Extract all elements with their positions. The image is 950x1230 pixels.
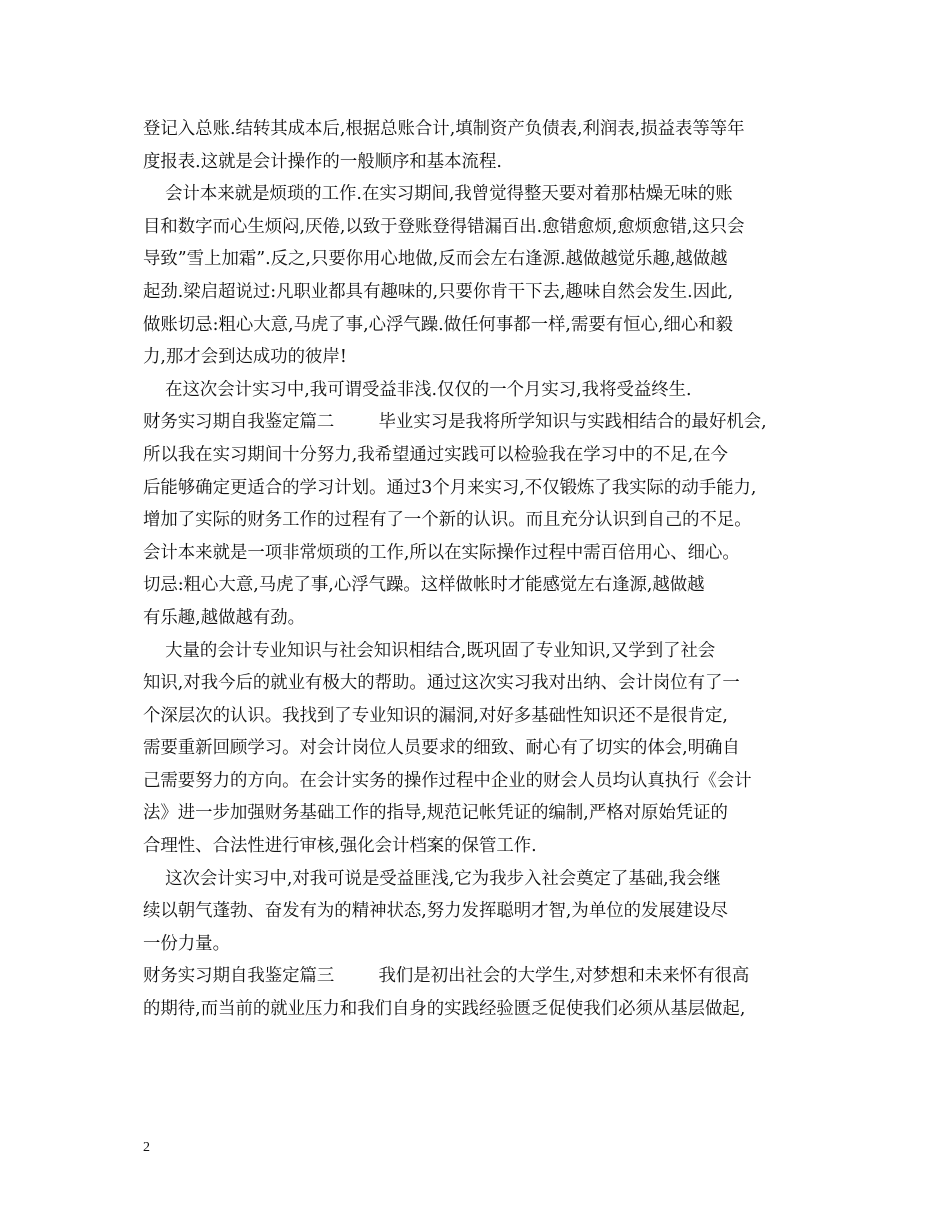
text-line: 起劲.梁启超说过:凡职业都具有趣味的,只要你肯干下去,趣味自然会发生.因此, xyxy=(143,281,734,302)
text-line: 个深层次的认识。我找到了专业知识的漏洞,对好多基础性知识还不是很肯定, xyxy=(143,705,728,726)
body-text xyxy=(143,113,843,1026)
text-line: 的期待,而当前的就业压力和我们自身的实践经验匮乏促使我们必须从基层做起, xyxy=(143,999,746,1020)
text-line: 增加了实际的财务工作的过程有了一个新的认识。而且充分认识到自己的不足。 xyxy=(143,510,752,531)
section-heading-line: 财务实习期自我鉴定篇三 我们是初出社会的大学生,对梦想和未来怀有很高 xyxy=(143,966,750,987)
text-line: 知识,对我今后的就业有极大的帮助。通过这次实习我对出纳、会计岗位有了一 xyxy=(143,673,740,694)
text-line: 需要重新回顾学习。对会计岗位人员要求的细致、耐心有了切实的体会,明确自 xyxy=(143,738,740,759)
text-line: 己需要努力的方向。在会计实务的操作过程中企业的财会人员均认真执行《会计 xyxy=(143,770,752,791)
text-line: 目和数字而心生烦闷,厌倦,以致于登账登得错漏百出.愈错愈烦,愈烦愈错,这只会 xyxy=(143,216,745,237)
text-line: 在这次会计实习中,我可谓受益非浅.仅仅的一个月实习,我将受益终生. xyxy=(143,379,692,400)
text-line: 合理性、合法性进行审核,强化会计档案的保管工作. xyxy=(143,836,537,857)
text-line: 所以我在实习期间十分努力,我希望通过实践可以检验我在学习中的不足,在今 xyxy=(143,444,728,465)
text-line: 续以朝气蓬勃、奋发有为的精神状态,努力发挥聪明才智,为单位的发展建设尽 xyxy=(143,901,728,922)
text-line: 这次会计实习中,对我可说是受益匪浅,它为我步入社会奠定了基础,我会继 xyxy=(143,868,721,889)
text-line: 有乐趣,越做越有劲。 xyxy=(143,607,306,628)
text-line: 会计本来就是烦琐的工作.在实习期间,我曾觉得整天要对着那枯燥无味的账 xyxy=(143,184,733,205)
text-line: 法》进一步加强财务基础工作的指导,规范记帐凭证的编制,严格对原始凭证的 xyxy=(143,803,728,824)
text-line: 大量的会计专业知识与社会知识相结合,既巩固了专业知识,又学到了社会 xyxy=(143,640,716,661)
text-line: 后能够确定更适合的学习计划。通过3个月来实习,不仅锻炼了我实际的动手能力, xyxy=(143,477,757,498)
text-line: 做账切忌:粗心大意,马虎了事,心浮气躁.做任何事都一样,需要有恒心,细心和毅 xyxy=(143,314,734,335)
text-line: 导致”雪上加霜”.反之,只要你用心地做,反而会左右逢源.越做越觉乐趣,越做越 xyxy=(143,249,728,270)
page-number: 2 xyxy=(143,1140,150,1155)
text-line: 会计本来就是一项非常烦琐的工作,所以在实际操作过程中需百倍用心、细心。 xyxy=(143,542,740,563)
text-line: 登记入总账.结转其成本后,根据总账合计,填制资产负债表,利润表,损益表等等年 xyxy=(143,119,745,139)
text-line: 一份力量。 xyxy=(143,933,230,954)
section-heading-line: 财务实习期自我鉴定篇二 毕业实习是我将所学知识与实践相结合的最好机会, xyxy=(143,412,767,433)
text-line: 切忌:粗心大意,马虎了事,心浮气躁。这样做帐时才能感觉左右逢源,越做越 xyxy=(143,575,705,596)
text-line: 度报表.这就是会计操作的一般顺序和基本流程. xyxy=(143,151,502,172)
text-line: 力,那才会到达成功的彼岸! xyxy=(143,347,347,368)
